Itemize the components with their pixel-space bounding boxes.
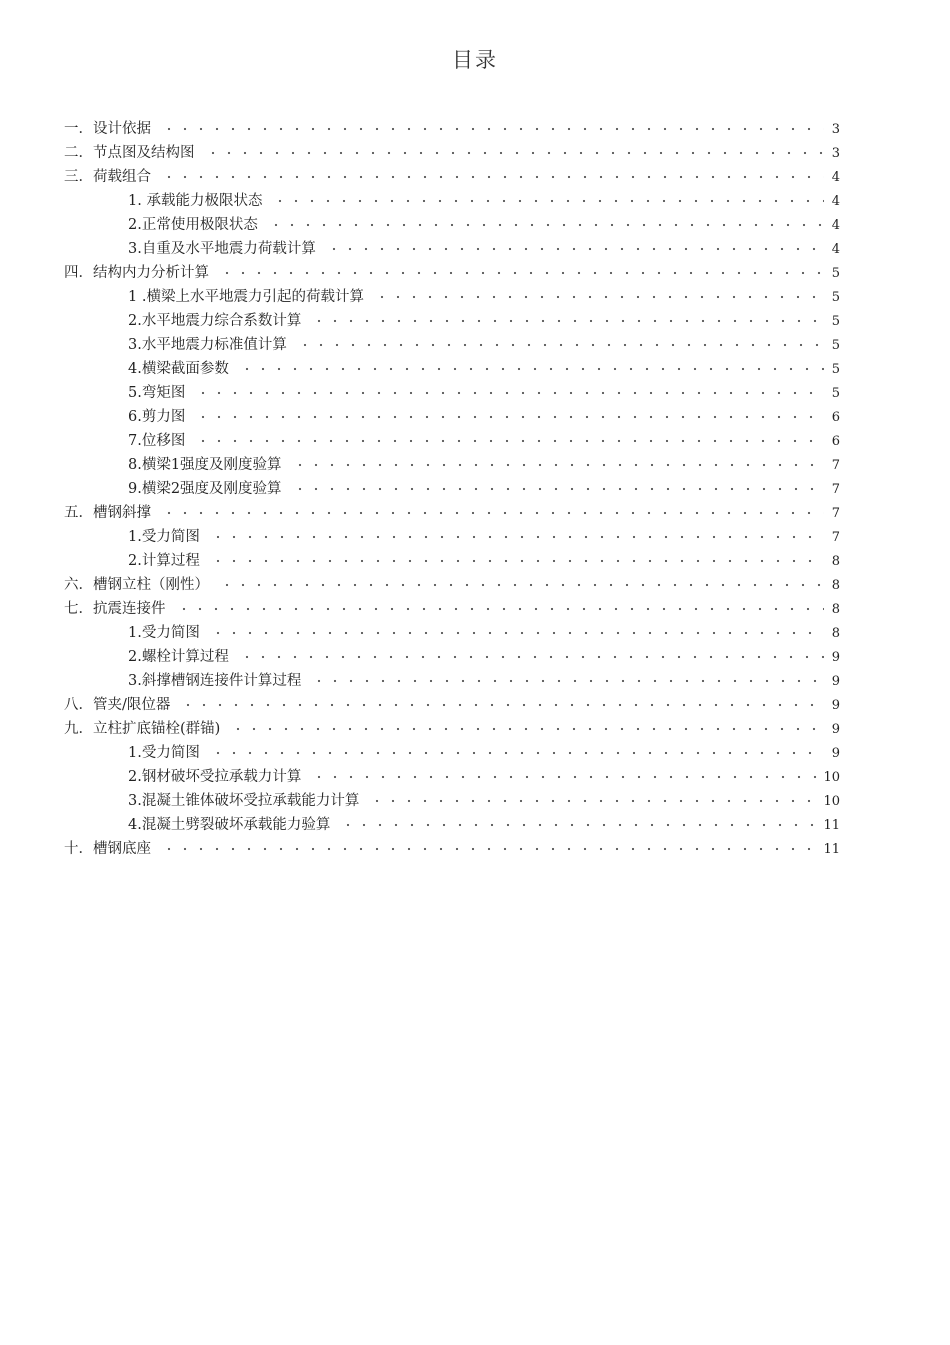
toc-entry[interactable]	[64, 189, 840, 213]
toc-entry-page-number: 5	[831, 290, 840, 305]
toc-dot-leader	[311, 309, 824, 333]
toc-entry-label: 1. 承载能力极限状态	[128, 193, 263, 209]
toc-entry[interactable]	[64, 117, 840, 141]
toc-entry-label: 九．立柱扩底锚栓(群锚)	[64, 721, 221, 737]
toc-dot-leader	[195, 381, 824, 405]
toc-entry-page-number: 9	[831, 722, 840, 737]
toc-dot-leader	[311, 765, 819, 789]
toc-entry[interactable]	[64, 213, 840, 237]
toc-entry-page-number: 7	[831, 530, 840, 545]
toc-dot-leader	[369, 789, 819, 813]
toc-entry[interactable]	[64, 669, 840, 693]
toc-entry-label: 1 .横梁上水平地震力引起的荷载计算	[128, 289, 364, 305]
toc-entry-label: 一．设计依据	[64, 121, 151, 137]
toc-entry[interactable]	[64, 525, 840, 549]
toc-entry[interactable]	[64, 621, 840, 645]
toc-entry-label: 二．节点图及结构图	[64, 145, 195, 161]
toc-entry[interactable]	[64, 693, 840, 717]
toc-entry-page-number: 4	[831, 194, 840, 209]
toc-entry-label: 3.混凝土锥体破坏受拉承载能力计算	[128, 793, 360, 809]
toc-entry-page-number: 3	[831, 146, 840, 161]
toc-dot-leader	[239, 645, 824, 669]
toc-entry[interactable]	[64, 261, 840, 285]
toc-entry-page-number: 10	[823, 770, 840, 785]
toc-dot-leader	[161, 837, 819, 861]
toc-dot-leader	[268, 213, 824, 237]
toc-entry-label: 2.计算过程	[128, 553, 200, 569]
toc-entry[interactable]	[64, 141, 840, 165]
toc-dot-leader	[210, 621, 824, 645]
toc-dot-leader	[195, 405, 824, 429]
toc-dot-leader	[292, 453, 824, 477]
toc-entry[interactable]	[64, 237, 840, 261]
toc-entry-page-number: 9	[831, 698, 840, 713]
table-of-contents	[64, 117, 840, 861]
toc-entry-label: 2.螺栓计算过程	[128, 649, 229, 665]
toc-entry-page-number: 4	[831, 242, 840, 257]
toc-entry-page-number: 11	[823, 842, 840, 857]
toc-entry-label: 9.横梁2强度及刚度验算	[128, 481, 282, 497]
toc-entry[interactable]	[64, 501, 840, 525]
toc-entry-page-number: 6	[831, 434, 840, 449]
toc-entry-label: 2.正常使用极限状态	[128, 217, 258, 233]
toc-entry-label: 1.受力简图	[128, 745, 200, 761]
toc-entry-label: 八．管夹/限位器	[64, 697, 171, 713]
toc-entry-label: 六．槽钢立柱（刚性）	[64, 577, 209, 593]
toc-entry[interactable]	[64, 645, 840, 669]
toc-dot-leader	[161, 117, 824, 141]
toc-entry[interactable]	[64, 597, 840, 621]
toc-dot-leader	[340, 813, 819, 837]
toc-entry-label: 3.自重及水平地震力荷载计算	[128, 241, 316, 257]
toc-entry-label: 7.位移图	[128, 433, 186, 449]
toc-entry[interactable]	[64, 813, 840, 837]
toc-entry-page-number: 5	[831, 362, 840, 377]
toc-entry-page-number: 7	[831, 458, 840, 473]
toc-dot-leader	[292, 477, 824, 501]
toc-entry-label: 6.剪力图	[128, 409, 186, 425]
toc-dot-leader	[219, 261, 824, 285]
toc-entry-page-number: 4	[831, 170, 840, 185]
toc-entry-page-number: 8	[831, 554, 840, 569]
toc-entry-page-number: 5	[831, 386, 840, 401]
toc-entry[interactable]	[64, 717, 840, 741]
toc-dot-leader	[326, 237, 824, 261]
toc-entry[interactable]	[64, 741, 840, 765]
toc-entry-label: 3.水平地震力标准值计算	[128, 337, 287, 353]
toc-entry[interactable]	[64, 837, 840, 861]
toc-entry-page-number: 9	[831, 650, 840, 665]
toc-dot-leader	[180, 693, 824, 717]
toc-dot-leader	[239, 357, 824, 381]
toc-entry-page-number: 11	[823, 818, 840, 833]
toc-dot-leader	[161, 501, 824, 525]
toc-dot-leader	[272, 189, 824, 213]
toc-entry[interactable]	[64, 309, 840, 333]
toc-dot-leader	[161, 165, 824, 189]
toc-entry[interactable]	[64, 165, 840, 189]
toc-entry-label: 七．抗震连接件	[64, 601, 166, 617]
toc-entry[interactable]	[64, 453, 840, 477]
toc-dot-leader	[374, 285, 824, 309]
toc-entry[interactable]	[64, 573, 840, 597]
toc-dot-leader	[297, 333, 824, 357]
toc-dot-leader	[195, 429, 824, 453]
toc-entry-page-number: 8	[831, 602, 840, 617]
toc-entry-page-number: 6	[831, 410, 840, 425]
toc-entry-page-number: 8	[831, 578, 840, 593]
toc-entry-label: 1.受力简图	[128, 529, 200, 545]
toc-entry-label: 十．槽钢底座	[64, 841, 151, 857]
toc-entry[interactable]	[64, 381, 840, 405]
toc-entry-label: 1.受力简图	[128, 625, 200, 641]
toc-entry-page-number: 7	[831, 506, 840, 521]
toc-entry-page-number: 9	[831, 674, 840, 689]
toc-entry-label: 三．荷载组合	[64, 169, 151, 185]
toc-entry-page-number: 3	[831, 122, 840, 137]
toc-dot-leader	[311, 669, 824, 693]
toc-title: 目录	[452, 48, 498, 72]
toc-dot-leader	[176, 597, 825, 621]
toc-entry-label: 8.横梁1强度及刚度验算	[128, 457, 282, 473]
toc-dot-leader	[205, 141, 825, 165]
toc-entry[interactable]	[64, 333, 840, 357]
toc-entry[interactable]	[64, 789, 840, 813]
toc-entry-label: 四．结构内力分析计算	[64, 265, 209, 281]
toc-entry[interactable]	[64, 477, 840, 501]
toc-entry[interactable]	[64, 549, 840, 573]
toc-entry-label: 2.水平地震力综合系数计算	[128, 313, 302, 329]
toc-entry[interactable]	[64, 765, 840, 789]
toc-entry-page-number: 5	[831, 266, 840, 281]
toc-entry-label: 3.斜撑槽钢连接件计算过程	[128, 673, 302, 689]
toc-dot-leader	[230, 717, 824, 741]
toc-dot-leader	[210, 525, 824, 549]
toc-entry-page-number: 8	[831, 626, 840, 641]
toc-entry[interactable]	[64, 285, 840, 309]
toc-entry-label: 五．槽钢斜撑	[64, 505, 151, 521]
toc-entry-label: 4.横梁截面参数	[128, 361, 229, 377]
toc-entry-page-number: 5	[831, 338, 840, 353]
toc-entry-page-number: 5	[831, 314, 840, 329]
toc-dot-leader	[210, 741, 824, 765]
toc-entry-page-number: 7	[831, 482, 840, 497]
toc-entry-label: 2.钢材破坏受拉承载力计算	[128, 769, 302, 785]
toc-entry-page-number: 4	[831, 218, 840, 233]
toc-entry-label: 4.混凝土劈裂破坏承载能力验算	[128, 817, 331, 833]
toc-entry[interactable]	[64, 405, 840, 429]
toc-entry[interactable]	[64, 429, 840, 453]
toc-entry-page-number: 9	[831, 746, 840, 761]
toc-dot-leader	[219, 573, 824, 597]
toc-entry[interactable]	[64, 357, 840, 381]
toc-entry-label: 5.弯矩图	[128, 385, 186, 401]
toc-dot-leader	[210, 549, 824, 573]
toc-entry-page-number: 10	[823, 794, 840, 809]
